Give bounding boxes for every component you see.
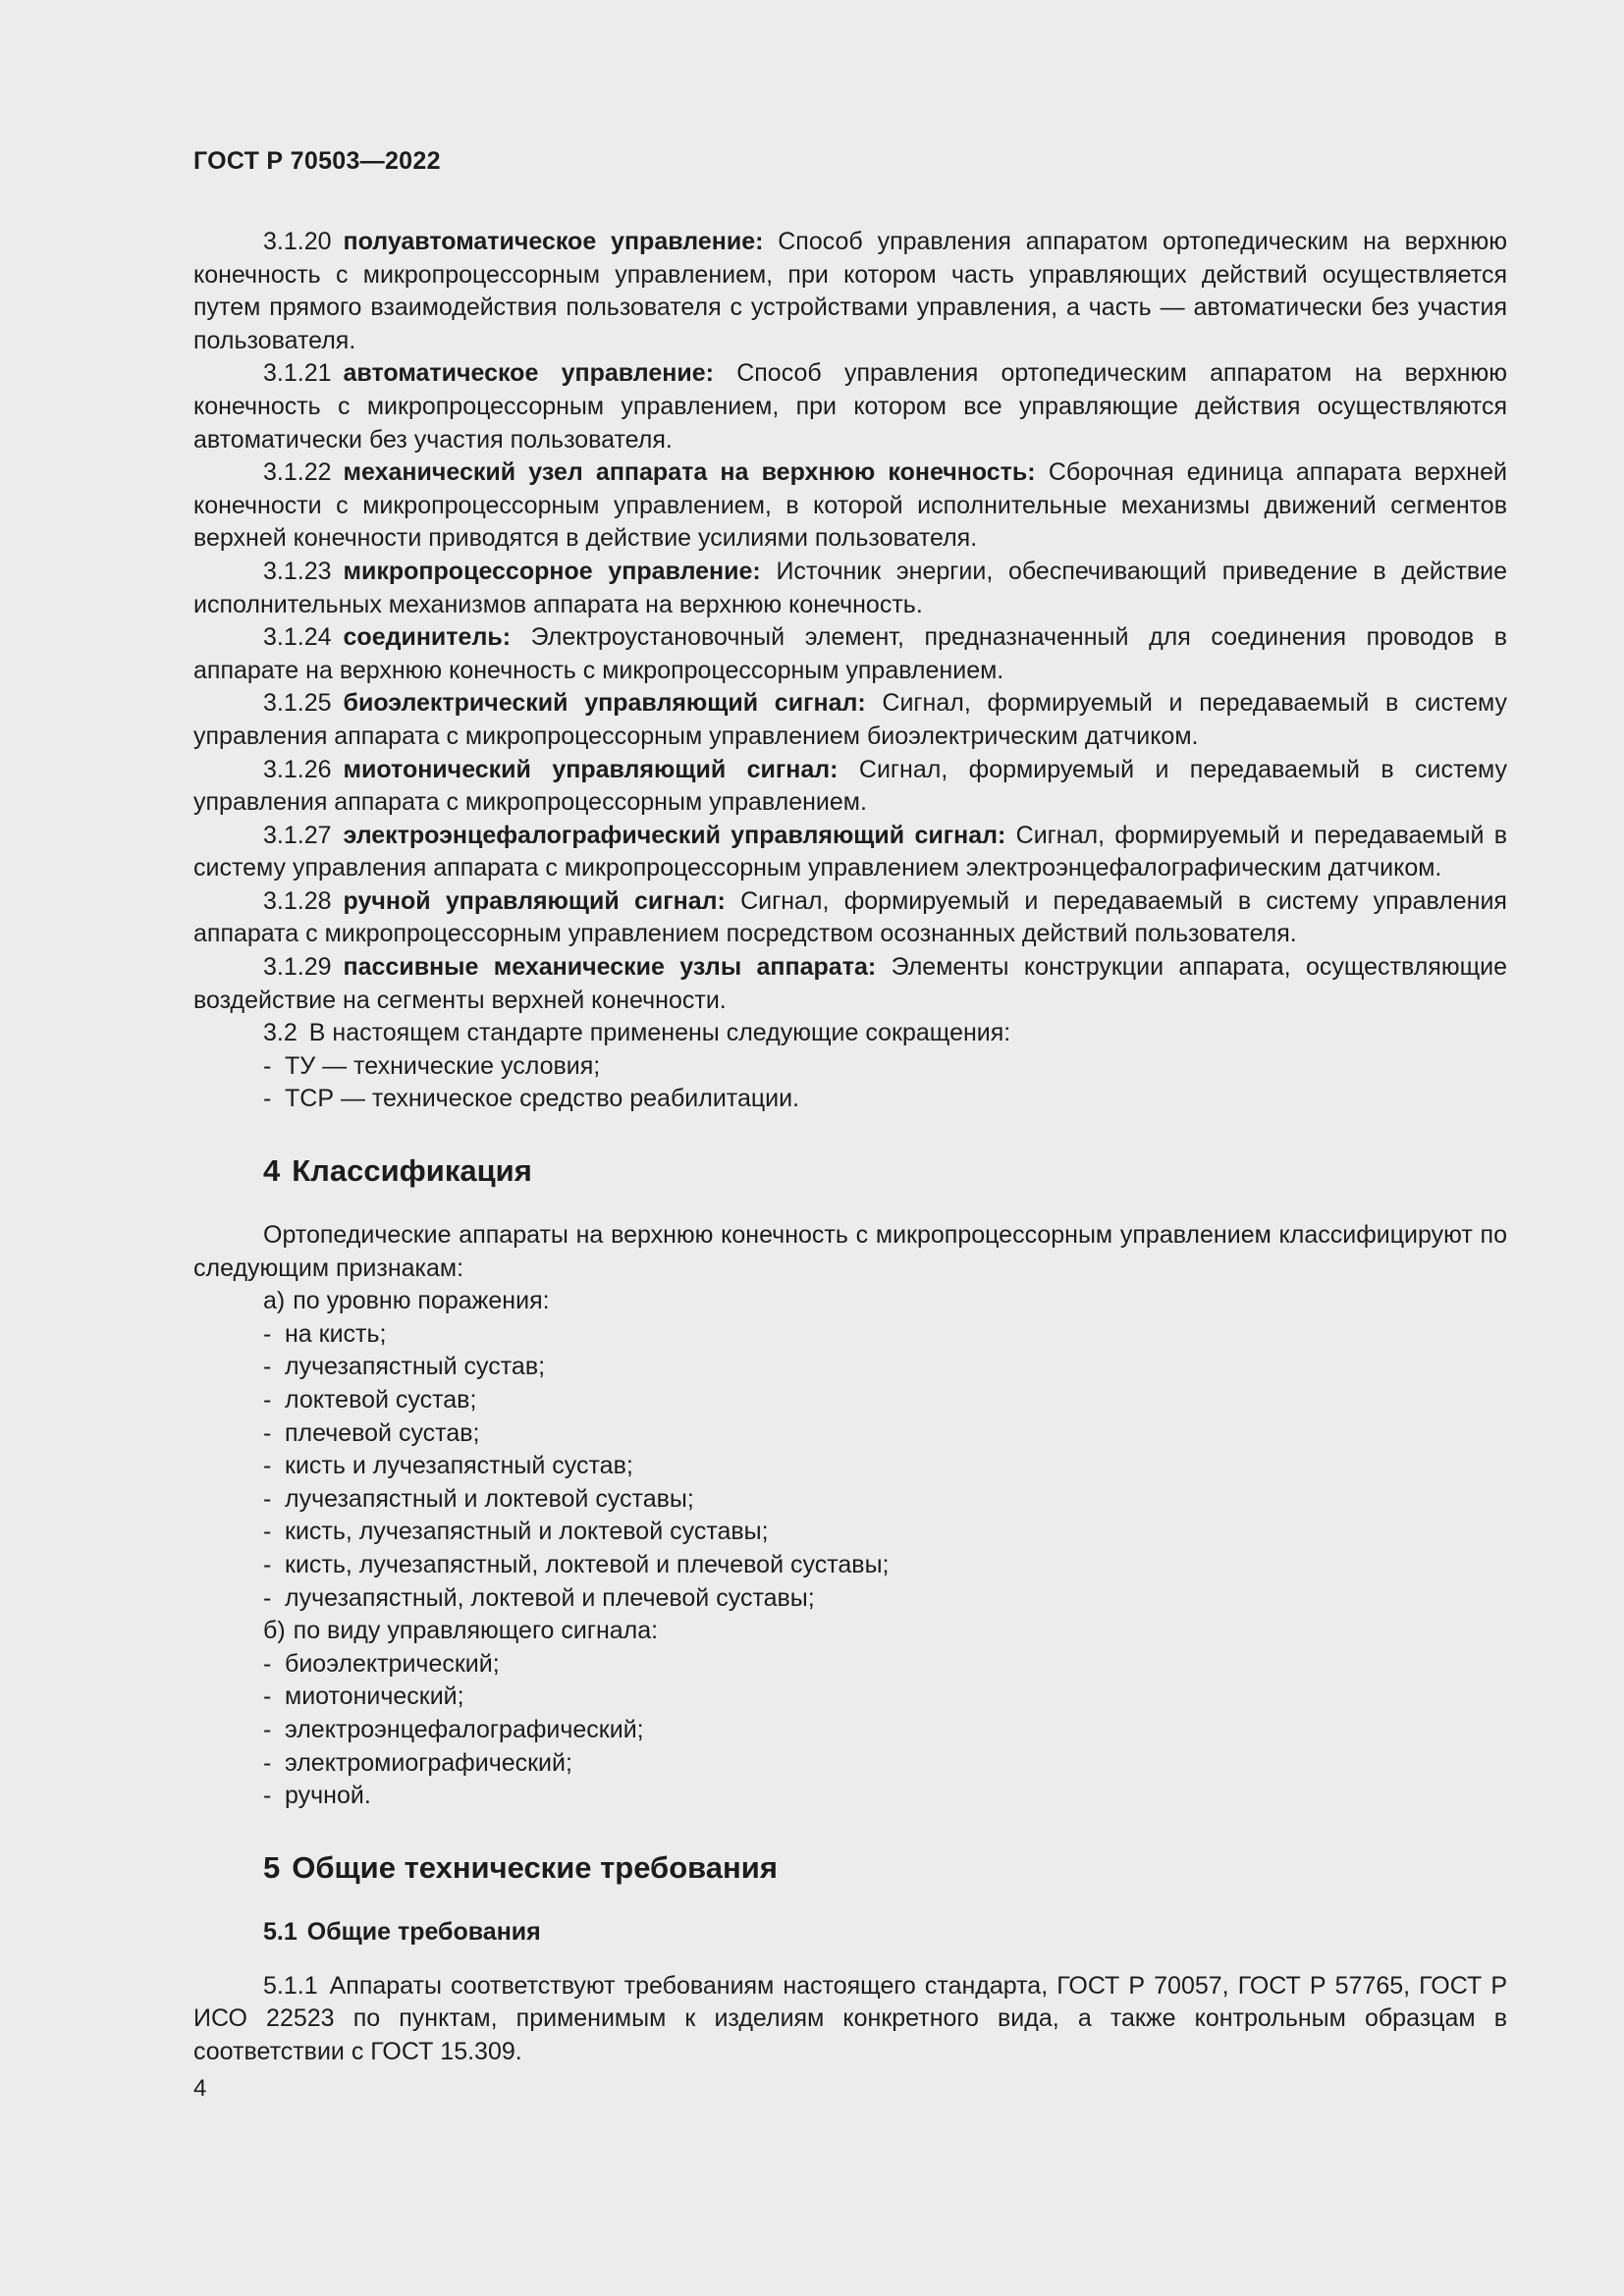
document-content (193, 226, 1507, 2069)
section-number: 5 (263, 1849, 281, 1885)
dash-bullet: - (263, 1386, 272, 1414)
list-item (193, 1681, 1507, 1714)
abbrev-intro-text: В настоящем стандарте применены следующие сокращения: (308, 1019, 1011, 1047)
term-number: 3.1.21 (263, 359, 332, 388)
term-definition: Способ управления аппаратом ортопедическим на верхнюю конечность с микропроцессорным управлением, при котором часть управляющих действий осуществляется путем прямого взаимодействия пользователя с устройствами управления, а часть — автоматически без участия пользователя. (193, 228, 1507, 354)
list-item (193, 1747, 1507, 1781)
term-3-1-29 (193, 951, 1507, 1017)
abbrev-item (193, 1050, 1507, 1084)
list-item-text: на кисть; (285, 1319, 387, 1348)
list-item-text: лучезапястный, локтевой и плечевой суставы; (285, 1583, 815, 1612)
document-header: ГОСТ Р 70503—2022 (193, 147, 441, 175)
list-item-text: кисть, лучезапястный и локтевой суставы; (285, 1518, 769, 1546)
clause-number: 3.2 (263, 1019, 298, 1047)
list-item (193, 1714, 1507, 1747)
subsection-title: Общие требования (306, 1917, 541, 1946)
term-name: автоматическое управление: (343, 359, 714, 388)
term-3-1-24 (193, 621, 1507, 687)
group-b-heading (193, 1615, 1507, 1648)
term-number: 3.1.24 (263, 623, 332, 652)
dash-bullet: - (263, 1649, 272, 1678)
dash-bullet: - (263, 1484, 272, 1513)
term-number: 3.1.27 (263, 821, 332, 849)
term-definition: Сборочная единица аппарата верхней конечности с микропроцессорным управлением, в которой исполнительные механизмы движений сегментов верхней конечности приводятся в действие усилиями пользователя. (193, 458, 1507, 553)
term-definition: Сигнал, формируемый и передаваемый в систему управления аппарата с микропроцессорным управлением посредством осознанных действий пользователя. (193, 886, 1507, 948)
list-item (193, 1384, 1507, 1417)
term-3-1-20 (193, 226, 1507, 357)
dash-bullet: - (263, 1051, 272, 1080)
term-3-1-25 (193, 687, 1507, 753)
list-item-text: кисть и лучезапястный сустав; (285, 1452, 633, 1480)
dash-bullet: - (263, 1353, 272, 1381)
abbrev-item-text: ТСР — техническое средство реабилитации. (285, 1085, 800, 1113)
list-item (193, 1351, 1507, 1384)
list-item (193, 1582, 1507, 1616)
list-item-text: электроэнцефалографический; (285, 1715, 644, 1743)
abbrev-item-text: ТУ — технические условия; (285, 1051, 601, 1080)
dash-bullet: - (263, 1518, 272, 1546)
term-definition: Сигнал, формируемый и передаваемый в систему управления аппарата с микропроцессорным управлением биоэлектрическим датчиком. (193, 689, 1507, 750)
term-definition: Способ управления ортопедическим аппаратом на верхнюю конечность с микропроцессорным управлением, при котором все управляющие действия осуществляются автоматически без участия пользователя. (193, 359, 1507, 454)
term-number: 3.1.22 (263, 458, 332, 487)
term-definition: Электроустановочный элемент, предназначенный для соединения проводов в аппарате на верхнюю конечность с микропроцессорным управлением. (193, 623, 1507, 684)
list-item-text: кисть, лучезапястный, локтевой и плечевой суставы; (285, 1550, 890, 1578)
list-item (193, 1318, 1507, 1352)
term-definition: Элементы конструкции аппарата, осуществляющие воздействие на сегменты верхней конечности. (193, 953, 1508, 1014)
list-item-text: локтевой сустав; (285, 1386, 477, 1414)
group-label: по уровню поражения: (293, 1287, 550, 1315)
section-4-heading (263, 1153, 1507, 1189)
section-4-intro: Ортопедические аппараты на верхнюю конечность с микропроцессорным управлением классифицируют по следующим признакам: (193, 1221, 1507, 1282)
list-item-text: биоэлектрический; (285, 1649, 500, 1678)
dash-bullet: - (263, 1748, 272, 1777)
clause-text: Аппараты соответствуют требованиям настоящего стандарта, ГОСТ Р 70057, ГОСТ Р 57765, ГОСТ Р ИСО 22523 по пунктам, применимым к изделиям конкретного вида, а также контрольным образцам в соответствии с ГОСТ 15.309. (193, 1971, 1507, 2065)
page-number: 4 (193, 2075, 207, 2102)
term-name: ручной управляющий сигнал: (343, 886, 726, 915)
term-number: 3.1.26 (263, 755, 332, 783)
term-number: 3.1.20 (263, 228, 332, 255)
term-name: микропроцессорное управление: (343, 557, 761, 585)
clause-5-1-1 (193, 1970, 1507, 2069)
term-3-1-28 (193, 885, 1507, 951)
dash-bullet: - (263, 1583, 272, 1612)
term-name: соединитель: (343, 623, 512, 652)
term-definition: Сигнал, формируемый и передаваемый в систему управления аппарата с микропроцессорным управлением. (193, 755, 1508, 817)
list-item (193, 1516, 1507, 1549)
group-mark: а) (263, 1287, 286, 1315)
term-number: 3.1.25 (263, 689, 332, 718)
list-item (193, 1450, 1507, 1483)
dash-bullet: - (263, 1682, 272, 1711)
term-name: миотонический управляющий сигнал: (343, 755, 839, 783)
group-label: по виду управляющего сигнала: (293, 1617, 659, 1645)
clause-number: 5.1.1 (263, 1971, 318, 2000)
dash-bullet: - (263, 1418, 272, 1447)
term-3-1-23 (193, 556, 1507, 621)
subsection-number: 5.1 (263, 1917, 298, 1946)
list-item-text: плечевой сустав; (285, 1418, 480, 1447)
term-3-1-21 (193, 357, 1507, 456)
dash-bullet: - (263, 1715, 272, 1743)
term-name: пассивные механические узлы аппарата: (343, 953, 877, 982)
term-number: 3.1.28 (263, 886, 332, 915)
term-3-1-22 (193, 456, 1507, 556)
section-number: 4 (263, 1153, 281, 1189)
term-name: биоэлектрический управляющий сигнал: (343, 689, 866, 718)
dash-bullet: - (263, 1319, 272, 1348)
dash-bullet: - (263, 1452, 272, 1480)
group-a-heading (193, 1285, 1507, 1318)
list-item (193, 1780, 1507, 1813)
list-item-text: электромиографический; (285, 1748, 572, 1777)
term-number: 3.1.23 (263, 557, 332, 585)
term-definition: Источник энергии, обеспечивающий приведение в действие исполнительных механизмов аппарата на верхнюю конечность. (193, 557, 1507, 618)
list-item-text: лучезапястный и локтевой суставы; (285, 1484, 694, 1513)
list-item (193, 1483, 1507, 1517)
section-title: Общие технические требования (292, 1849, 778, 1885)
abbrev-item (193, 1083, 1507, 1116)
dash-bullet: - (263, 1085, 272, 1113)
term-3-1-27 (193, 820, 1507, 885)
term-definition: Сигнал, формируемый и передаваемый в систему управления аппарата с микропроцессорным управлением электроэнцефалографическим датчиком. (193, 821, 1507, 882)
dash-bullet: - (263, 1550, 272, 1578)
list-item-text: миотонический; (285, 1682, 464, 1711)
subsection-5-1-heading (263, 1916, 1507, 1949)
group-mark: б) (263, 1617, 286, 1645)
list-item-text: лучезапястный сустав; (285, 1353, 546, 1381)
abbrev-intro (193, 1017, 1507, 1050)
list-item (193, 1648, 1507, 1682)
dash-bullet: - (263, 1782, 272, 1810)
term-number: 3.1.29 (263, 953, 332, 982)
section-5-heading (263, 1850, 1507, 1886)
term-3-1-26 (193, 754, 1507, 820)
term-name: полуавтоматическое управление: (343, 228, 764, 255)
list-item (193, 1549, 1507, 1582)
term-name: механический узел аппарата на верхнюю конечность: (343, 458, 1036, 487)
list-item-text: ручной. (285, 1782, 371, 1810)
list-item (193, 1417, 1507, 1451)
section-title: Классификация (292, 1153, 532, 1189)
term-name: электроэнцефалографический управляющий сигнал: (343, 821, 1006, 849)
